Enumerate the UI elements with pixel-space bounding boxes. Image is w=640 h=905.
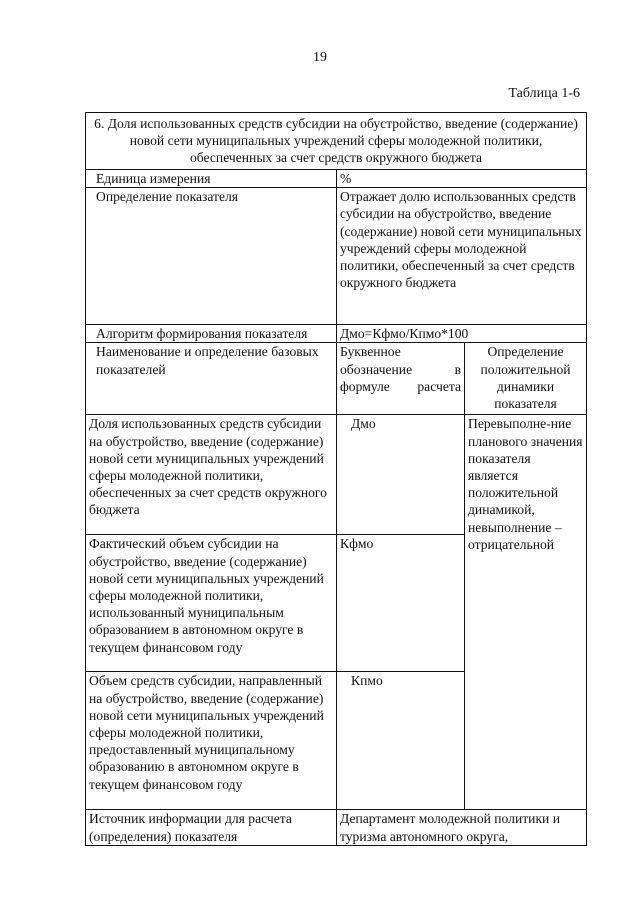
base-row-name: Объем средств субсидии, направленный на обустройство, введение (содержание) новой сети муниципальных учреждений сферы молодежной политики, предоставленный муниципальному образованию в автономном округе в текущем финансовом году bbox=[86, 672, 337, 810]
definition-label: Определение показателя bbox=[86, 188, 337, 325]
definition-value: Отражает долю использованных средств субсидии на обустройство, введение (содержание) новой сети муниципальных учреждений сферы молодежной политики, обеспеченный за счет средств окружного бюджета bbox=[337, 188, 587, 325]
base-row-code: Дмо bbox=[337, 415, 465, 535]
page-number: 19 bbox=[313, 50, 327, 65]
algorithm-value: Дмо=Кфмо/Кпмо*100 bbox=[337, 325, 587, 343]
dynamics-value: Перевыполне-ние планового значения показателя является положительной динамикой, невыполнение – отрицательной bbox=[465, 415, 587, 810]
indicator-title: 6. Доля использованных средств субсидии на обустройство, введение (содержание) новой сети муниципальных учреждений сферы молодежной политики, обеспеченных за счет средств окружного бюджета bbox=[86, 113, 587, 170]
source-value: Департамент молодежной политики и туризма автономного округа, bbox=[337, 810, 587, 845]
unit-value: % bbox=[337, 170, 587, 188]
dynamics-header: Определение положительной динамики показателя bbox=[465, 343, 587, 415]
algorithm-label: Алгоритм формирования показателя bbox=[86, 325, 337, 343]
base-row-name: Фактический объем субсидии на обустройство, введение (содержание) новой сети муниципальных учреждений сферы молодежной политики, использованный муниципальным образованием в автономном округе в текущем финансовом году bbox=[86, 535, 337, 672]
base-row-code: Кпмо bbox=[337, 672, 465, 810]
unit-label: Единица измерения bbox=[86, 170, 337, 188]
indicator-table bbox=[85, 112, 587, 846]
letter-header: Буквенное обозначение в формуле расчета bbox=[337, 343, 465, 415]
base-row-code: Кфмо bbox=[337, 535, 465, 672]
base-header: Наименование и определение базовых показателей bbox=[86, 343, 337, 415]
base-row-name: Доля использованных средств субсидии на обустройство, введение (содержание) новой сети муниципальных учреждений сферы молодежной политики, обеспеченных за счет средств окружного бюджета bbox=[86, 415, 337, 535]
table-caption: Таблица 1-6 bbox=[508, 86, 580, 101]
source-label: Источник информации для расчета (определения) показателя bbox=[86, 810, 337, 845]
